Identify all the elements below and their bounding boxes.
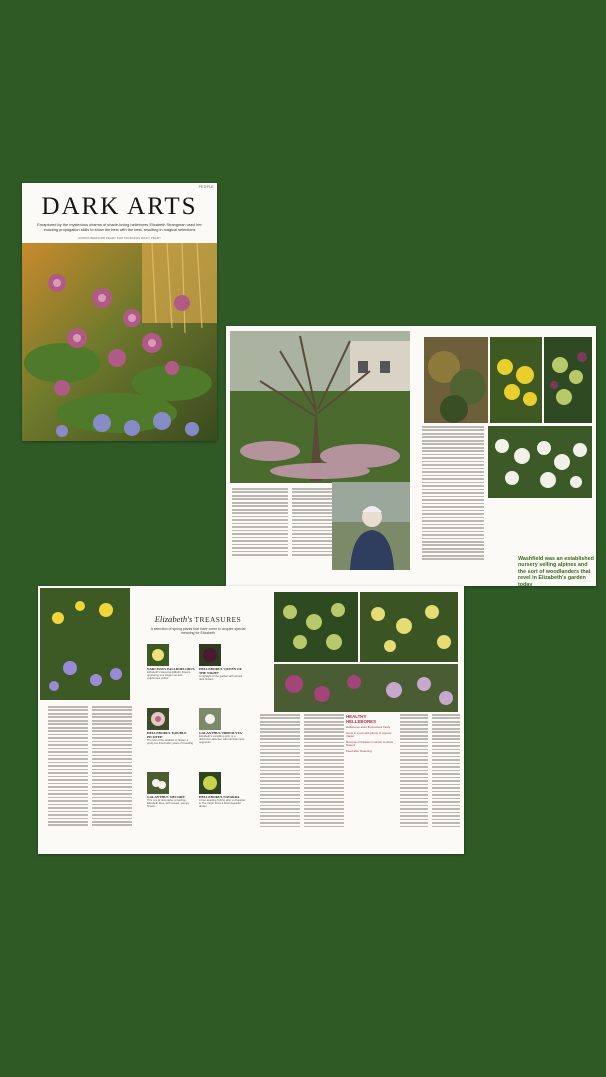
plant-card: HELLEBORUS 'DOUBLE PICOTEE' The first of the doubles to flower, a pretty ice-tinted after years of breeding <box>147 708 197 745</box>
white-hellebores-photo <box>488 426 592 498</box>
hellebore-photo <box>22 243 217 441</box>
article-body-column <box>422 426 484 562</box>
article-body-column <box>92 706 132 828</box>
healthy-tip: Remove old leaves in winter to show flowers <box>346 739 393 748</box>
healthy-tip: Hellebores seed themselves freely <box>346 725 391 729</box>
article-body-column <box>260 714 300 829</box>
article-body-column <box>304 714 344 829</box>
article-body-column <box>400 714 428 829</box>
galanthus-hippolyta-photo <box>199 708 221 730</box>
green-hellebore-photo <box>544 337 592 423</box>
hellebore-bed-photo <box>274 664 458 712</box>
article-spread-page-3 <box>38 586 464 854</box>
treasures-subtitle: A selection of spring plants that have come to acquire special meaning for Elizabeth <box>150 627 246 636</box>
article-standfirst: Enraptured by the mysterious charms of shade-loving hellebores Elizabeth Strangman used her exacting propagation skills to show the best with the best, resulting in magical selections <box>37 222 202 232</box>
healthy-tip: Grow in a soil with plenty of organic matter <box>346 730 392 739</box>
plant-card: GALANTHUS 'DECORE' This one of decorative snowdrop, Elizabeth likes, with inward, stumpy flowers <box>147 772 197 809</box>
pull-quote-headline: Washfield was an established nursery selling alpines and the sort of woodlanders that revel in Elizabeth's garden today <box>518 556 594 586</box>
article-page-dark-arts <box>22 183 217 441</box>
plant-card: HELLEBORUS 'QUEEN OF THE NIGHT' A highlight of the garden with almost dark flowers <box>199 644 249 681</box>
article-body-column <box>232 488 288 558</box>
plant-card: GALANTHUS 'HIPPOLYTA' Elizabeth's snowdrop pick, is a distinctive selection with intricate inner segments <box>199 708 249 745</box>
article-body-column <box>432 714 460 829</box>
article-spread-page-2 <box>226 326 596 586</box>
article-credit: WORDS BERNARD PEARY PHOTOGRAPHS RICKY PEARY <box>78 236 161 240</box>
article-body-column <box>48 706 88 828</box>
healthy-tip: Feed after flowering <box>346 748 372 753</box>
daffodils-crocus-photo <box>40 588 130 700</box>
galanthus-decore-photo <box>147 772 169 794</box>
elizabeth-portrait-photo <box>332 482 410 570</box>
plant-card: HELLEBORUS NAVARRA A free-seeding hybrid, after a character in The Virgin Flora a fresh beautiful dream <box>199 772 249 809</box>
garden-tree-photo <box>230 331 410 483</box>
hellebore-picotee-photo <box>147 708 169 730</box>
treasures-panel <box>141 608 255 840</box>
healthy-hellebores-box <box>346 714 396 836</box>
hellebore-dark-photo <box>199 644 221 666</box>
hellebore-navarra-photo <box>199 772 221 794</box>
treasures-title: Elizabeth's TREASURES <box>154 614 242 624</box>
article-title: DARK ARTS <box>41 193 198 220</box>
healthy-hellebores-heading: HEALTHY HELLEBORES <box>346 714 377 724</box>
yellow-hellebores-photo <box>360 592 458 662</box>
green-hellebores-photo <box>274 592 358 662</box>
plant-card: NARCISSUS PALLIDIFLORUS Elizabeth's favourite daffodil, flowers appearing in a single hue and sulphurous yellow <box>147 644 197 681</box>
narcissus-photo <box>147 644 169 666</box>
section-tag: PEOPLE <box>198 185 214 189</box>
yellow-daffodils-photo <box>490 337 542 423</box>
woodland-shrub-photo <box>424 337 488 423</box>
